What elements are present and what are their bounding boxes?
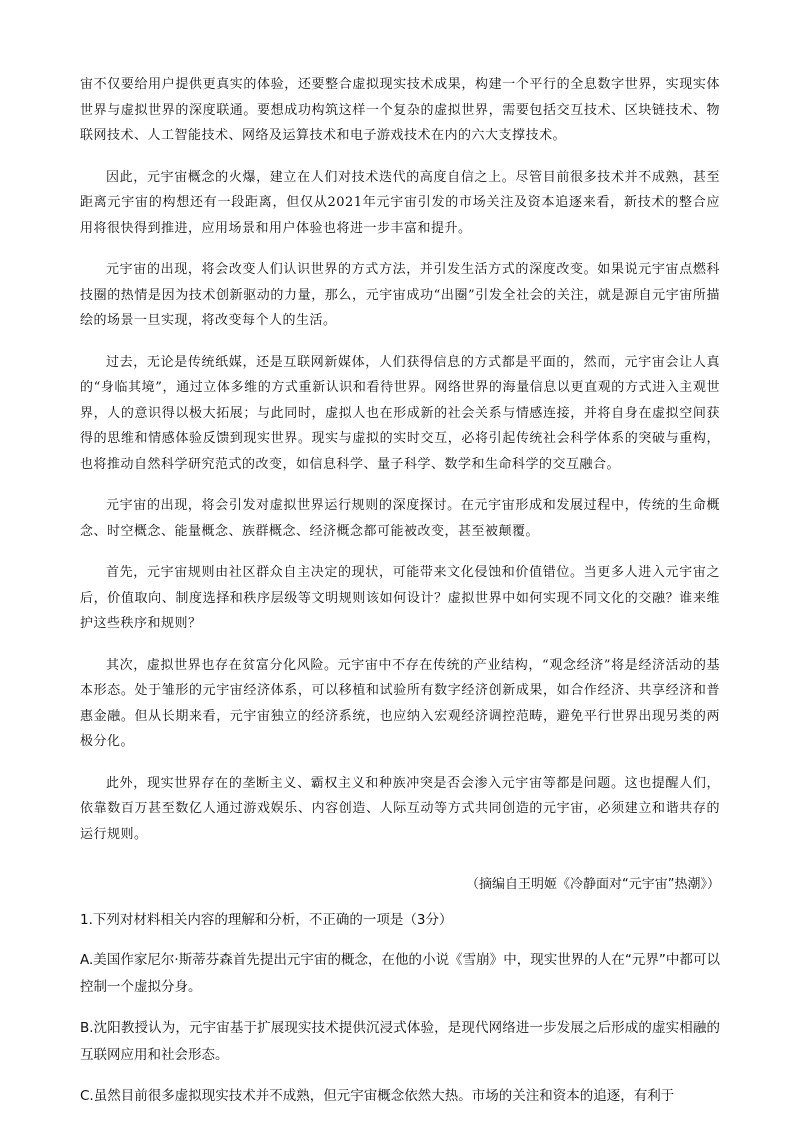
- article-paragraph-1: 宙不仅要给用户提供更真实的体验，还要整合虚拟现实技术成果，构建一个平行的全息数字世界，实现实体世界与虚拟世界的深度联通。要想成功构筑这样一个复杂的虚拟世界，需要包括交互技术、区块链技术、物联网技术、人工智能技术、网络及运算技术和电子游戏技术在内的六大支撑技术。: [80, 77, 720, 143]
- question-stem: 1.下列对材料相关内容的理解和分析，不正确的一项是（3分）: [80, 912, 453, 928]
- article-paragraph-7: 其次，虚拟世界也存在贫富分化风险。元宇宙中不存在传统的产业结构，“观念经济”将是经济活动的基本形态。处于雏形的元宇宙经济体系，可以移植和试验所有数字经济创新成果，如合作经济、共享经济和普惠金融。但从长期来看，元宇宙独立的经济系统，也应纳入宏观经济调控范畴，避免平行世界出现另类的两极分化。: [80, 657, 720, 749]
- option-c: C.虽然目前很多虚拟现实技术并不成熟，但元宇宙概念依然大热。市场的关注和资本的追逐，有利于: [80, 1088, 675, 1104]
- article-paragraph-2: 因此，元宇宙概念的火爆，建立在人们对技术迭代的高度自信之上。尽管目前很多技术并不成熟，甚至距离元宇宙的构想还有一段距离，但仅从2021年元宇宙引发的市场关注及资本追逐来看，新技术的整合应用将很快得到推进，应用场景和用户体验也将进一步丰富和提升。: [80, 169, 720, 236]
- option-a: A.美国作家尼尔·斯蒂芬森首先提出元宇宙的概念，在他的小说《雪崩》中，现实世界的人在“元界”中都可以控制一个虚拟分身。: [80, 952, 720, 995]
- article-paragraph-4: 过去，无论是传统纸媒，还是互联网新媒体，人们获得信息的方式都是平面的，然而，元宇宙会让人真的“身临其境”，通过立体多维的方式重新认识和看待世界。网络世界的海量信息以更直观的方式进入主观世界，人的意识得以极大拓展；与此同时，虚拟人也在形成新的社会关系与情感连接，并将自身在虚拟空间获得的思维和情感体验反馈到现实世界。现实与虚拟的实时交互，必将引起传统社会科学体系的突破与重构，也将推动自然科学研究范式的改变，如信息科学、量子科学、数学和生命科学的交互融合。: [80, 354, 720, 472]
- article-source: （摘编自王明姬《冷静面对“元宇宙”热潮》）: [466, 877, 720, 892]
- article-paragraph-6: 首先，元宇宙规则由社区群众自主决定的现状，可能带来文化侵蚀和价值错位。当更多人进入元宇宙之后，价值取向、制度选择和秩序层级等文明规则该如何设计？虚拟世界中如何实现不同文化的交融？谁来维护这些秩序和规则？: [80, 565, 720, 631]
- option-b: B.沈阳教授认为，元宇宙基于扩展现实技术提供沉浸式体验，是现代网络进一步发展之后形成的虚实相融的互联网应用和社会形态。: [80, 1020, 720, 1063]
- article-paragraph-8: 此外，现实世界存在的垄断主义、霸权主义和种族冲突是否会渗入元宇宙等都是问题。这也提醒人们，依靠数百万甚至数亿人通过游戏娱乐、内容创造、人际互动等方式共同创造的元宇宙，必须建立和谐共存的运行规则。: [80, 775, 720, 842]
- document-page: [80, 72, 720, 1124]
- article-paragraph-3: 元宇宙的出现，将会改变人们认识世界的方式方法，并引发生活方式的深度改变。如果说元宇宙点燃科技圈的热情是因为技术创新驱动的力量，那么，元宇宙成功“出圈”引发全社会的关注，就是源自元宇宙所描绘的场景一旦实现，将改变每个人的生活。: [80, 262, 720, 328]
- article-paragraph-5: 元宇宙的出现，将会引发对虚拟世界运行规则的深度探讨。在元宇宙形成和发展过程中，传统的生命概念、时空概念、能量概念、族群概念、经济概念都可能被改变，甚至被颠覆。: [80, 498, 720, 539]
